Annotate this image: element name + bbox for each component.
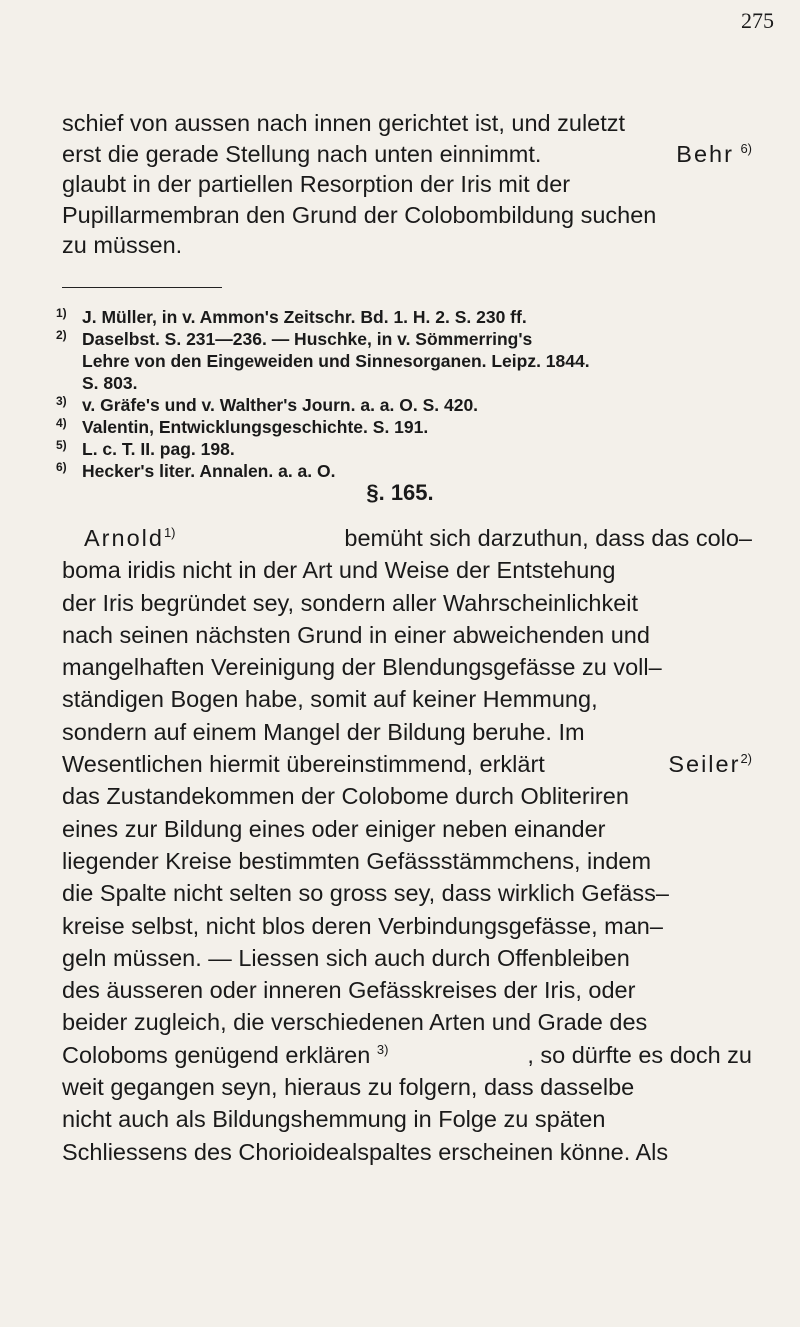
footnote-divider <box>62 287 222 288</box>
footnote-line: S. 803. <box>82 373 138 393</box>
top-paragraph <box>62 108 752 261</box>
text-fragment: bemüht sich darzuthun, dass das colo– <box>344 525 752 551</box>
footnote-number: 6) <box>56 460 67 474</box>
text-line: das Zustandekommen der Colobome durch Obliteriren <box>62 783 629 810</box>
text-fragment <box>62 1039 388 1071</box>
author-reference <box>676 139 752 170</box>
footnote-4 <box>56 416 756 438</box>
footnote-line: Lehre von den Eingeweiden und Sinnesorganen. Leipz. 1844. <box>82 351 590 371</box>
text-line: mangelhaften Vereinigung der Blendungsgefässe zu voll– <box>62 654 662 681</box>
text-line: Schliessens des Chorioidealspaltes erscheinen könne. Als <box>62 1138 669 1165</box>
text-line: eines zur Bildung eines oder einiger neben einander <box>62 815 606 842</box>
text-line: schief von aussen nach innen gerichtet ist, und zuletzt <box>62 110 626 136</box>
author-reference <box>668 748 752 780</box>
footnote-6 <box>56 460 756 482</box>
text-fragment: Wesentlichen hiermit übereinstimmend, erklärt <box>62 751 545 778</box>
text-line: liegender Kreise bestimmten Gefässstämmchens, indem <box>62 847 652 874</box>
footnote-5 <box>56 438 756 460</box>
footnote-1 <box>56 306 756 328</box>
text-line: beider zugleich, die verschiedenen Arten und Grade des <box>62 1009 648 1036</box>
text-line: kreise selbst, nicht blos deren Verbindungsgefässe, man– <box>62 912 663 939</box>
text-line: glaubt in der partiellen Resorption der Iris mit der <box>62 171 571 197</box>
text-line: boma iridis nicht in der Art und Weise der Entstehung <box>62 557 616 584</box>
text-line: Pupillarmembran den Grund der Colobombildung suchen <box>62 201 657 228</box>
author-name-seiler: Seiler <box>668 751 741 778</box>
section-heading: §. 165. <box>366 480 434 505</box>
footnote-ref: 2) <box>740 751 752 767</box>
author-reference <box>84 522 176 554</box>
page-number: 275 <box>741 8 774 33</box>
footnote-line: Daselbst. S. 231—236. — Huschke, in v. Sömmerring's <box>82 329 533 349</box>
text-line: nicht auch als Bildungshemmung in Folge zu späten <box>62 1106 606 1133</box>
footnotes <box>56 306 756 482</box>
text-line <box>62 139 752 170</box>
text-fragment: , so dürfte es doch zu <box>527 1041 752 1068</box>
author-name-arnold: Arnold <box>84 525 164 551</box>
footnote-2 <box>56 328 756 394</box>
text-line <box>62 748 752 780</box>
footnote-number: 3) <box>56 394 67 408</box>
footnote-number: 1) <box>56 306 67 320</box>
footnote-line: v. Gräfe's und v. Walther's Journ. a. a. O. S. 420. <box>82 395 479 415</box>
text-line: der Iris begründet sey, sondern aller Wahrscheinlichkeit <box>62 589 639 616</box>
footnote-ref: 1) <box>163 525 176 541</box>
section-body <box>62 522 752 1168</box>
text-line: zu müssen. <box>62 232 183 258</box>
footnote-line: Hecker's liter. Annalen. a. a. O. <box>82 461 336 481</box>
text-line: weit gegangen seyn, hieraus zu folgern, dass dasselbe <box>62 1074 635 1101</box>
footnote-number: 4) <box>56 416 67 430</box>
footnote-number: 2) <box>56 328 67 342</box>
text-line: geln müssen. — Liessen sich auch durch Offenbleiben <box>62 944 630 971</box>
footnote-number: 5) <box>56 438 67 452</box>
text-fragment: erst die gerade Stellung nach unten einnimmt. <box>62 140 542 167</box>
footnote-line: L. c. T. II. pag. 198. <box>82 439 235 459</box>
text-line: sondern auf einem Mangel der Bildung beruhe. Im <box>62 718 585 745</box>
text-line: die Spalte nicht selten so gross sey, dass wirklich Gefäss– <box>62 880 669 907</box>
footnote-line: J. Müller, in v. Ammon's Zeitschr. Bd. 1. H. 2. S. 230 ff. <box>82 307 527 327</box>
footnote-3 <box>56 394 756 416</box>
text-line: nach seinen nächsten Grund in einer abweichenden und <box>62 621 650 648</box>
text-line <box>62 522 752 554</box>
text-line: ständigen Bogen habe, somit auf keiner Hemmung, <box>62 686 598 713</box>
footnote-line: Valentin, Entwicklungsgeschichte. S. 191. <box>82 417 429 437</box>
text-line <box>62 1039 752 1071</box>
footnote-ref: 3) <box>376 1041 389 1057</box>
author-name-behr: Behr <box>676 140 734 167</box>
footnote-ref: 6) <box>740 140 752 156</box>
text-fragment: Coloboms genügend erklären <box>62 1041 377 1068</box>
text-line: des äusseren oder inneren Gefässkreises der Iris, oder <box>62 977 636 1004</box>
